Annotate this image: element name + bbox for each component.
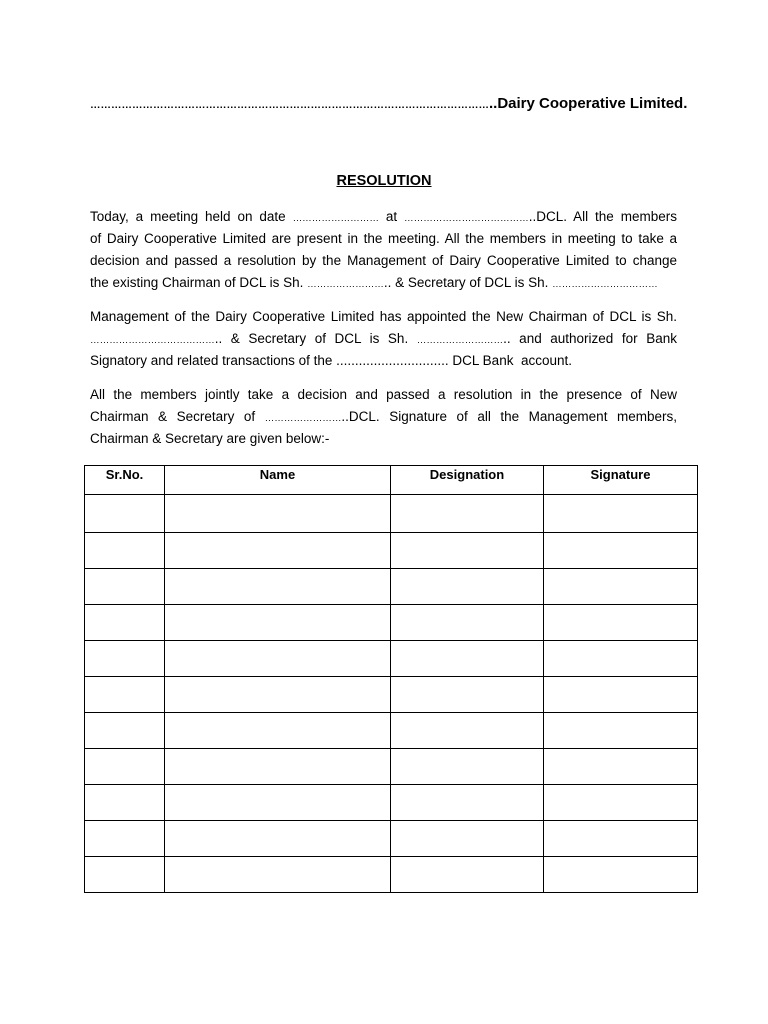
- paragraph-line: decision and passed a resolution by the Management of Dairy Cooperative Limited to change: [90, 253, 677, 268]
- table-cell-sr-no: [85, 785, 165, 821]
- table-row: [85, 713, 698, 749]
- paragraph-line: Today, a meeting held on date ……………………… at …………………………………..DCL. All the members: [90, 209, 677, 224]
- paragraph-line: of Dairy Cooperative Limited are present in the meeting. All the members in meeting to take a: [90, 231, 677, 246]
- table-cell-signature: [544, 821, 698, 857]
- signature-table: [84, 465, 698, 893]
- paragraph-line: Chairman & Secretary are given below:-: [90, 431, 330, 446]
- table-row: [85, 785, 698, 821]
- fill-in-dots: ……………………………: [552, 279, 658, 290]
- column-header-signature: Signature: [544, 466, 698, 495]
- table-cell-signature: [544, 495, 698, 533]
- table-cell-signature: [544, 785, 698, 821]
- table-row: [85, 749, 698, 785]
- fill-in-dots: ………………………: [292, 213, 379, 224]
- paragraph-signatures-intro: [90, 384, 677, 450]
- table-cell-signature: [544, 677, 698, 713]
- column-header-sr-no: Sr.No.: [85, 466, 165, 495]
- paragraph-line: Chairman & Secretary of ……………………..DCL. Signature of all the Management members,: [90, 409, 677, 424]
- table-cell-name: [165, 713, 391, 749]
- paragraph-line: Management of the Dairy Cooperative Limited has appointed the New Chairman of DCL is Sh.: [90, 309, 677, 324]
- table-header-row: [85, 466, 698, 495]
- paragraph-line: ………………………………….. & Secretary of DCL is Sh. ……………………….. and authorized for Bank: [90, 331, 677, 346]
- table-cell-name: [165, 749, 391, 785]
- table-cell-designation: [391, 605, 544, 641]
- fill-in-dots: ………………………: [416, 335, 504, 346]
- table-cell-signature: [544, 857, 698, 893]
- table-cell-name: [165, 533, 391, 569]
- column-header-designation: Designation: [391, 466, 544, 495]
- fill-in-dots: …………………………………: [404, 213, 529, 224]
- table-cell-signature: [544, 713, 698, 749]
- table-cell-sr-no: [85, 533, 165, 569]
- paragraph-line: All the members jointly take a decision and passed a resolution in the presence of New: [90, 387, 677, 402]
- table-cell-designation: [391, 857, 544, 893]
- column-header-name: Name: [165, 466, 391, 495]
- table-cell-designation: [391, 641, 544, 677]
- table-row: [85, 641, 698, 677]
- table-cell-designation: [391, 677, 544, 713]
- table-cell-sr-no: [85, 495, 165, 533]
- table-row: [85, 677, 698, 713]
- signature-table-header: [85, 466, 698, 495]
- table-cell-name: [165, 857, 391, 893]
- table-row: [85, 857, 698, 893]
- fill-in-dots: …………………………………: [90, 335, 215, 346]
- fill-in-dots: ……………………………………………………………………………………………………: [90, 99, 489, 111]
- table-cell-name: [165, 641, 391, 677]
- resolution-title: RESOLUTION: [336, 173, 432, 189]
- table-cell-sr-no: [85, 749, 165, 785]
- table-cell-sr-no: [85, 713, 165, 749]
- table-cell-signature: [544, 605, 698, 641]
- table-row: [85, 533, 698, 569]
- signature-table-body: [85, 495, 698, 893]
- paragraph-meeting-details: [90, 206, 677, 294]
- table-cell-designation: [391, 569, 544, 605]
- table-cell-sr-no: [85, 605, 165, 641]
- table-cell-signature: [544, 569, 698, 605]
- table-cell-designation: [391, 713, 544, 749]
- table-cell-signature: [544, 641, 698, 677]
- fill-in-dots: ……………………: [264, 413, 342, 424]
- table-cell-designation: [391, 495, 544, 533]
- table-cell-sr-no: [85, 641, 165, 677]
- resolution-body: [90, 206, 677, 462]
- table-row: [85, 495, 698, 533]
- table-cell-sr-no: [85, 569, 165, 605]
- table-cell-designation: [391, 785, 544, 821]
- table-cell-sr-no: [85, 677, 165, 713]
- table-cell-name: [165, 785, 391, 821]
- table-cell-signature: [544, 533, 698, 569]
- table-cell-name: [165, 495, 391, 533]
- table-cell-sr-no: [85, 821, 165, 857]
- organization-heading: ……………………………………………………………………………………………………..Dairy Cooperative Limited.: [90, 95, 688, 112]
- table-cell-sr-no: [85, 857, 165, 893]
- table-row: [85, 569, 698, 605]
- table-cell-name: [165, 677, 391, 713]
- paragraph-appointment: [90, 306, 677, 372]
- table-cell-name: [165, 605, 391, 641]
- table-cell-signature: [544, 749, 698, 785]
- table-row: [85, 605, 698, 641]
- table-cell-name: [165, 569, 391, 605]
- paragraph-line: Signatory and related transactions of the .............................. DCL Bank account.: [90, 353, 572, 368]
- table-cell-designation: [391, 533, 544, 569]
- table-row: [85, 821, 698, 857]
- table-cell-designation: [391, 749, 544, 785]
- table-cell-designation: [391, 821, 544, 857]
- fill-in-dots: ……………………: [307, 279, 384, 290]
- paragraph-line: the existing Chairman of DCL is Sh. …………………….. & Secretary of DCL is Sh. ……………………………: [90, 275, 658, 290]
- table-cell-name: [165, 821, 391, 857]
